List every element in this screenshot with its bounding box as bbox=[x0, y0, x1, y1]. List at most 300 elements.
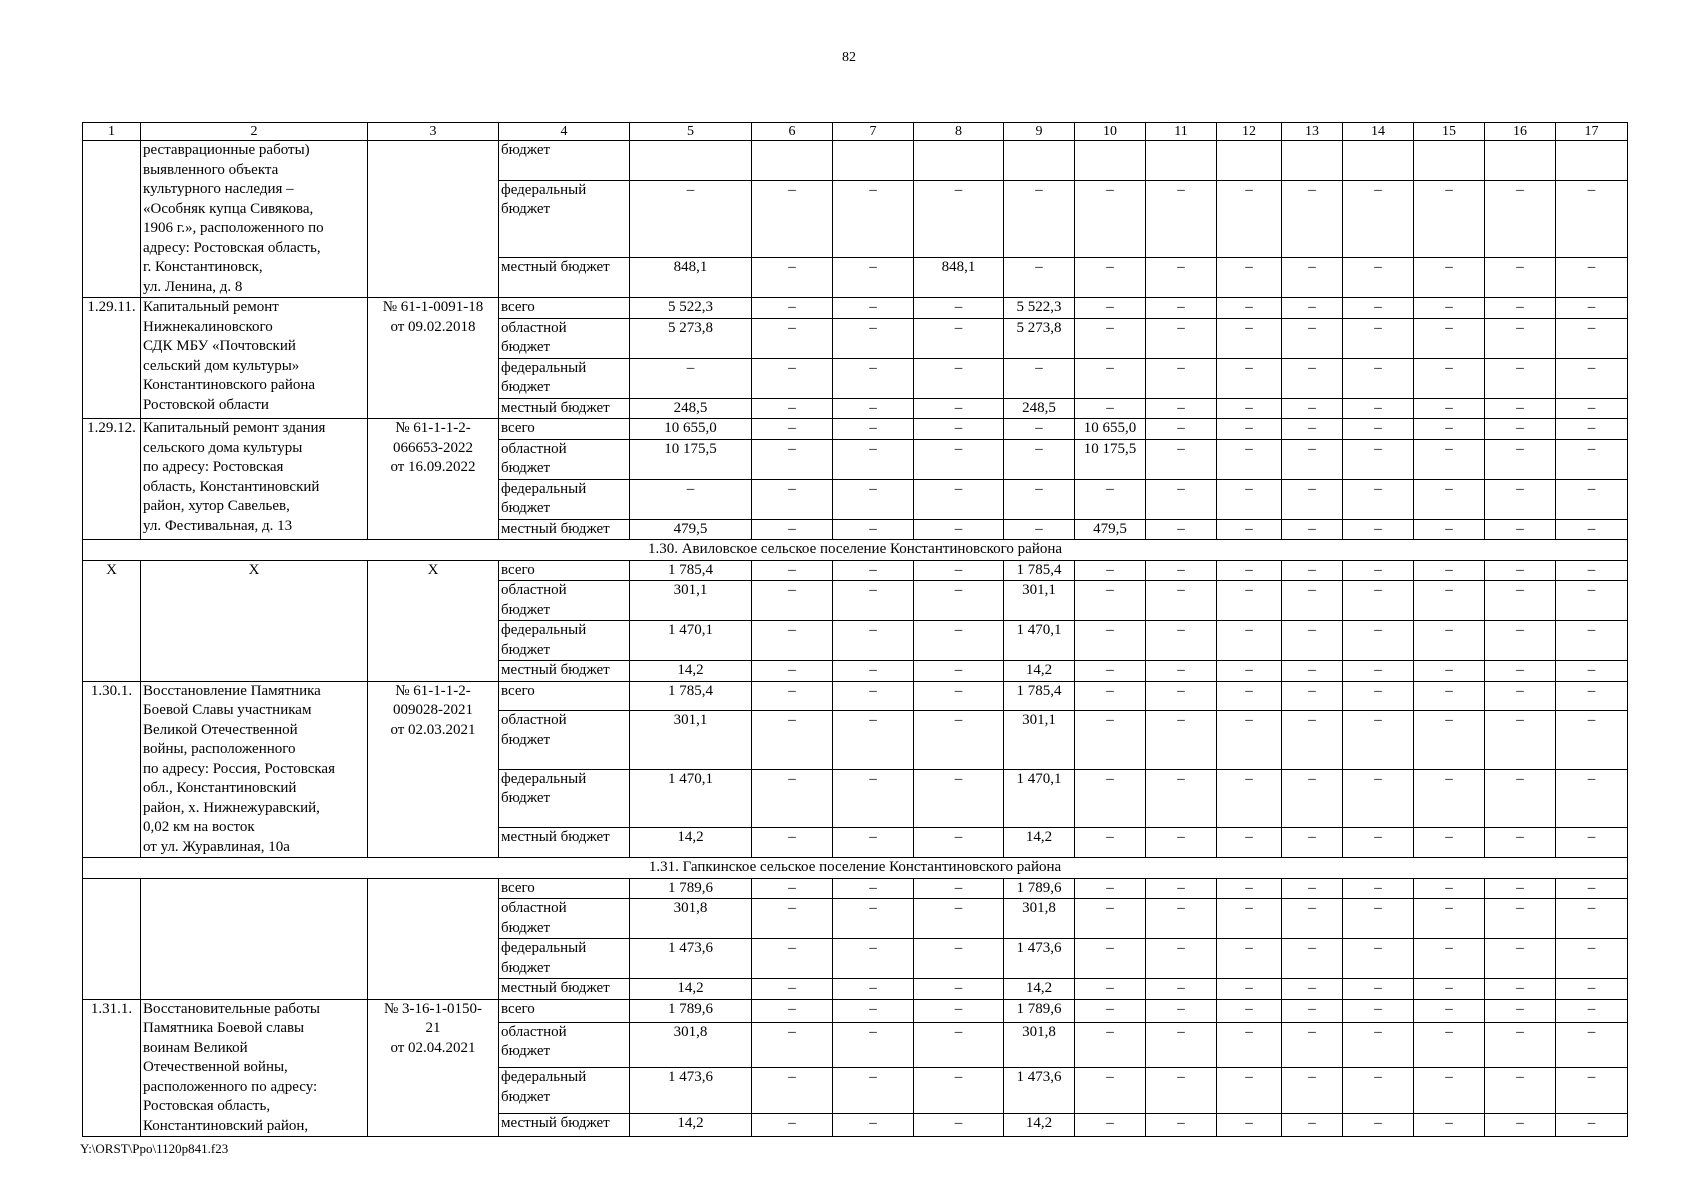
value-cell: – bbox=[1146, 358, 1217, 398]
funding-source: местный бюджет bbox=[499, 258, 630, 298]
value-cell: 1 473,6 bbox=[630, 939, 752, 979]
value-cell: – bbox=[1485, 621, 1556, 661]
value-cell: 5 273,8 bbox=[1004, 318, 1075, 358]
funding-source: всего bbox=[499, 681, 630, 711]
value-cell: – bbox=[1282, 769, 1343, 827]
value-cell: – bbox=[1217, 1068, 1282, 1113]
value-cell: – bbox=[1075, 479, 1146, 519]
value-cell: – bbox=[833, 560, 914, 581]
value-cell: – bbox=[1282, 711, 1343, 769]
funding-source: всего bbox=[499, 878, 630, 899]
column-number-cell: 8 bbox=[914, 123, 1004, 141]
value-cell: – bbox=[1485, 899, 1556, 939]
funding-source: федеральный бюджет bbox=[499, 479, 630, 519]
value-cell: – bbox=[1556, 769, 1628, 827]
value-cell: – bbox=[1075, 711, 1146, 769]
column-number-cell: 2 bbox=[141, 123, 368, 141]
value-cell: 1 785,4 bbox=[1004, 560, 1075, 581]
value-cell: – bbox=[752, 479, 833, 519]
value-cell: – bbox=[752, 581, 833, 621]
value-cell: 10 655,0 bbox=[630, 419, 752, 440]
value-cell: – bbox=[1414, 419, 1485, 440]
value-cell: – bbox=[1146, 621, 1217, 661]
value-cell: – bbox=[1075, 621, 1146, 661]
value-cell: – bbox=[914, 661, 1004, 682]
value-cell: 301,8 bbox=[630, 899, 752, 939]
value-cell: – bbox=[1414, 318, 1485, 358]
value-cell: – bbox=[1343, 560, 1414, 581]
value-cell: – bbox=[833, 479, 914, 519]
value-cell: – bbox=[1556, 258, 1628, 298]
value-cell: – bbox=[1217, 581, 1282, 621]
value-cell: – bbox=[1485, 519, 1556, 540]
value-cell: 301,8 bbox=[1004, 1022, 1075, 1067]
value-cell: – bbox=[1556, 560, 1628, 581]
value-cell: – bbox=[1075, 318, 1146, 358]
value-cell: – bbox=[1485, 661, 1556, 682]
item-number bbox=[83, 141, 141, 298]
column-number-cell: 11 bbox=[1146, 123, 1217, 141]
value-cell: – bbox=[1282, 899, 1343, 939]
value-cell: – bbox=[1556, 681, 1628, 711]
value-cell: – bbox=[1414, 1068, 1485, 1113]
value-cell: – bbox=[1282, 358, 1343, 398]
value-cell: – bbox=[1217, 439, 1282, 479]
value-cell: – bbox=[1343, 878, 1414, 899]
item-name bbox=[141, 878, 368, 999]
column-number-cell: 12 bbox=[1217, 123, 1282, 141]
value-cell: – bbox=[1282, 939, 1343, 979]
document-reference: № 61-1-1-2- 009028-2021 от 02.03.2021 bbox=[368, 681, 499, 858]
value-cell: – bbox=[1282, 581, 1343, 621]
value-cell: – bbox=[1146, 479, 1217, 519]
value-cell: – bbox=[1343, 519, 1414, 540]
value-cell: – bbox=[1343, 180, 1414, 258]
section-header-row bbox=[83, 540, 1628, 561]
value-cell: – bbox=[1282, 828, 1343, 858]
section-title: 1.30. Авиловское сельское поселение Константиновского района bbox=[83, 540, 1628, 561]
value-cell bbox=[1556, 141, 1628, 181]
value-cell: – bbox=[1217, 560, 1282, 581]
value-cell: – bbox=[914, 318, 1004, 358]
value-cell: – bbox=[752, 180, 833, 258]
value-cell: 848,1 bbox=[914, 258, 1004, 298]
value-cell: – bbox=[1485, 1022, 1556, 1067]
value-cell: – bbox=[1282, 681, 1343, 711]
table-row bbox=[83, 298, 1628, 319]
document-reference: № 3-16-1-0150- 21 от 02.04.2021 bbox=[368, 999, 499, 1137]
value-cell: – bbox=[1414, 581, 1485, 621]
value-cell: – bbox=[1485, 258, 1556, 298]
value-cell: – bbox=[1343, 1113, 1414, 1136]
value-cell: – bbox=[833, 681, 914, 711]
value-cell: – bbox=[1075, 939, 1146, 979]
value-cell: – bbox=[1217, 711, 1282, 769]
item-number: Х bbox=[83, 560, 141, 681]
value-cell: – bbox=[1146, 999, 1217, 1022]
value-cell: – bbox=[1485, 828, 1556, 858]
funding-source: областной бюджет bbox=[499, 711, 630, 769]
value-cell: – bbox=[833, 1022, 914, 1067]
value-cell: – bbox=[1075, 828, 1146, 858]
value-cell: – bbox=[914, 828, 1004, 858]
value-cell: – bbox=[833, 878, 914, 899]
value-cell: – bbox=[1556, 1022, 1628, 1067]
value-cell: 301,1 bbox=[1004, 581, 1075, 621]
value-cell: – bbox=[1004, 419, 1075, 440]
value-cell: 14,2 bbox=[630, 828, 752, 858]
value-cell: 14,2 bbox=[630, 661, 752, 682]
value-cell: – bbox=[914, 979, 1004, 1000]
value-cell: – bbox=[1556, 1068, 1628, 1113]
value-cell: – bbox=[1485, 1068, 1556, 1113]
value-cell: – bbox=[1556, 439, 1628, 479]
value-cell: 14,2 bbox=[1004, 661, 1075, 682]
value-cell: 1 789,6 bbox=[1004, 999, 1075, 1022]
value-cell: – bbox=[914, 621, 1004, 661]
value-cell: – bbox=[1343, 899, 1414, 939]
value-cell: – bbox=[1282, 180, 1343, 258]
value-cell: – bbox=[1343, 318, 1414, 358]
value-cell: – bbox=[1343, 258, 1414, 298]
value-cell: – bbox=[1343, 581, 1414, 621]
item-name: Капитальный ремонт Нижнекалиновского СДК МБУ «Почтовский сельский дом культуры» Константиновского района Ростовской области bbox=[141, 298, 368, 419]
file-path-footer: Y:\ORST\Ppo\1120p841.f23 bbox=[80, 1141, 229, 1156]
item-number: 1.30.1. bbox=[83, 681, 141, 858]
value-cell: – bbox=[1217, 939, 1282, 979]
funding-source: местный бюджет bbox=[499, 661, 630, 682]
funding-source: местный бюджет bbox=[499, 519, 630, 540]
value-cell: – bbox=[1414, 398, 1485, 419]
table-row bbox=[83, 560, 1628, 581]
value-cell: – bbox=[1075, 180, 1146, 258]
value-cell: – bbox=[630, 358, 752, 398]
value-cell: – bbox=[1217, 519, 1282, 540]
value-cell: – bbox=[752, 298, 833, 319]
value-cell: – bbox=[1343, 419, 1414, 440]
value-cell: – bbox=[1217, 828, 1282, 858]
value-cell: – bbox=[1146, 581, 1217, 621]
value-cell: 1 470,1 bbox=[1004, 621, 1075, 661]
value-cell: – bbox=[752, 1022, 833, 1067]
value-cell: – bbox=[752, 621, 833, 661]
value-cell: – bbox=[914, 939, 1004, 979]
value-cell: – bbox=[1556, 298, 1628, 319]
value-cell: – bbox=[1282, 479, 1343, 519]
value-cell: – bbox=[1146, 769, 1217, 827]
value-cell: – bbox=[1217, 419, 1282, 440]
value-cell: – bbox=[1485, 398, 1556, 419]
value-cell: – bbox=[1282, 1022, 1343, 1067]
value-cell: – bbox=[1485, 419, 1556, 440]
value-cell: – bbox=[1146, 419, 1217, 440]
value-cell: – bbox=[1146, 398, 1217, 419]
value-cell: 248,5 bbox=[1004, 398, 1075, 419]
value-cell: – bbox=[1146, 298, 1217, 319]
column-number-cell: 13 bbox=[1282, 123, 1343, 141]
value-cell: – bbox=[914, 769, 1004, 827]
value-cell: – bbox=[833, 979, 914, 1000]
value-cell: – bbox=[1146, 878, 1217, 899]
value-cell: – bbox=[1556, 878, 1628, 899]
value-cell: – bbox=[752, 878, 833, 899]
value-cell: – bbox=[752, 419, 833, 440]
column-number-cell: 6 bbox=[752, 123, 833, 141]
funding-source: областной бюджет bbox=[499, 899, 630, 939]
value-cell: – bbox=[1146, 258, 1217, 298]
value-cell: 5 522,3 bbox=[630, 298, 752, 319]
value-cell: – bbox=[833, 769, 914, 827]
value-cell bbox=[1004, 141, 1075, 181]
value-cell: – bbox=[1414, 661, 1485, 682]
value-cell: – bbox=[833, 180, 914, 258]
value-cell: – bbox=[1282, 318, 1343, 358]
value-cell: – bbox=[630, 180, 752, 258]
value-cell: – bbox=[914, 358, 1004, 398]
value-cell bbox=[1485, 141, 1556, 181]
value-cell: – bbox=[1075, 878, 1146, 899]
value-cell bbox=[752, 141, 833, 181]
value-cell: – bbox=[1282, 999, 1343, 1022]
value-cell: – bbox=[1217, 769, 1282, 827]
value-cell: – bbox=[1075, 661, 1146, 682]
value-cell: – bbox=[752, 899, 833, 939]
value-cell: – bbox=[1282, 258, 1343, 298]
value-cell: – bbox=[1075, 899, 1146, 939]
value-cell: – bbox=[1343, 661, 1414, 682]
value-cell: – bbox=[1217, 398, 1282, 419]
value-cell: – bbox=[630, 479, 752, 519]
document-reference bbox=[368, 141, 499, 298]
value-cell: – bbox=[1075, 681, 1146, 711]
value-cell: – bbox=[1414, 621, 1485, 661]
value-cell: – bbox=[833, 358, 914, 398]
value-cell: – bbox=[1217, 358, 1282, 398]
value-cell: – bbox=[1282, 1113, 1343, 1136]
value-cell: – bbox=[1343, 398, 1414, 419]
value-cell: – bbox=[752, 398, 833, 419]
value-cell: – bbox=[1282, 298, 1343, 319]
value-cell: – bbox=[752, 439, 833, 479]
value-cell bbox=[1146, 141, 1217, 181]
value-cell: 10 175,5 bbox=[630, 439, 752, 479]
value-cell: – bbox=[1485, 560, 1556, 581]
value-cell: 14,2 bbox=[1004, 828, 1075, 858]
value-cell: – bbox=[833, 1113, 914, 1136]
funding-source: федеральный бюджет bbox=[499, 621, 630, 661]
value-cell: – bbox=[914, 419, 1004, 440]
funding-source: местный бюджет bbox=[499, 828, 630, 858]
value-cell: – bbox=[1556, 999, 1628, 1022]
column-number-cell: 7 bbox=[833, 123, 914, 141]
table-row bbox=[83, 419, 1628, 440]
value-cell: – bbox=[1217, 878, 1282, 899]
funding-source: областной бюджет bbox=[499, 1022, 630, 1067]
value-cell: – bbox=[1146, 180, 1217, 258]
value-cell: – bbox=[914, 878, 1004, 899]
value-cell: – bbox=[1485, 939, 1556, 979]
value-cell: 1 785,4 bbox=[1004, 681, 1075, 711]
value-cell: – bbox=[1414, 979, 1485, 1000]
value-cell: – bbox=[833, 939, 914, 979]
item-number: 1.29.11. bbox=[83, 298, 141, 419]
value-cell: – bbox=[1004, 258, 1075, 298]
document-reference: № 61-1-0091-18 от 09.02.2018 bbox=[368, 298, 499, 419]
value-cell: – bbox=[1075, 581, 1146, 621]
value-cell: – bbox=[1217, 318, 1282, 358]
value-cell: 14,2 bbox=[1004, 979, 1075, 1000]
funding-source: местный бюджет bbox=[499, 1113, 630, 1136]
value-cell: – bbox=[1414, 358, 1485, 398]
value-cell bbox=[630, 141, 752, 181]
funding-source: всего bbox=[499, 999, 630, 1022]
funding-source: федеральный бюджет bbox=[499, 939, 630, 979]
value-cell: – bbox=[752, 358, 833, 398]
value-cell: – bbox=[1217, 979, 1282, 1000]
value-cell: – bbox=[1485, 999, 1556, 1022]
value-cell: – bbox=[1282, 878, 1343, 899]
value-cell: – bbox=[1343, 828, 1414, 858]
value-cell: – bbox=[1146, 318, 1217, 358]
funding-source: бюджет bbox=[499, 141, 630, 181]
value-cell: 5 522,3 bbox=[1004, 298, 1075, 319]
value-cell: – bbox=[1414, 1022, 1485, 1067]
value-cell: – bbox=[1414, 298, 1485, 319]
value-cell: – bbox=[1282, 419, 1343, 440]
value-cell: – bbox=[1217, 999, 1282, 1022]
item-name: реставрационные работы) выявленного объекта культурного наследия – «Особняк купца Сивякова, 1906 г.», расположенного по адресу: Ростовская область, г. Константиновск, ул. Ленина, д. 8 bbox=[141, 141, 368, 298]
value-cell: – bbox=[1343, 939, 1414, 979]
funding-source: областной бюджет bbox=[499, 318, 630, 358]
funding-source: федеральный бюджет bbox=[499, 358, 630, 398]
value-cell: – bbox=[914, 711, 1004, 769]
value-cell: – bbox=[1282, 560, 1343, 581]
value-cell: 301,1 bbox=[630, 711, 752, 769]
value-cell: – bbox=[1004, 479, 1075, 519]
value-cell: – bbox=[1146, 439, 1217, 479]
value-cell: – bbox=[1556, 398, 1628, 419]
value-cell: – bbox=[1414, 258, 1485, 298]
value-cell: – bbox=[1146, 939, 1217, 979]
value-cell: – bbox=[833, 828, 914, 858]
item-number bbox=[83, 878, 141, 999]
column-number-cell: 10 bbox=[1075, 123, 1146, 141]
value-cell: 1 473,6 bbox=[1004, 939, 1075, 979]
value-cell: 301,8 bbox=[1004, 899, 1075, 939]
value-cell: – bbox=[914, 1068, 1004, 1113]
table-body bbox=[83, 123, 1628, 1137]
value-cell: – bbox=[752, 318, 833, 358]
value-cell: – bbox=[1556, 979, 1628, 1000]
value-cell: – bbox=[914, 560, 1004, 581]
value-cell: – bbox=[1556, 581, 1628, 621]
funding-source: местный бюджет bbox=[499, 398, 630, 419]
value-cell: – bbox=[752, 979, 833, 1000]
value-cell: – bbox=[1556, 899, 1628, 939]
funding-source: областной бюджет bbox=[499, 581, 630, 621]
value-cell: – bbox=[1485, 581, 1556, 621]
value-cell: – bbox=[914, 519, 1004, 540]
value-cell: – bbox=[1146, 828, 1217, 858]
value-cell: – bbox=[1343, 999, 1414, 1022]
value-cell: – bbox=[1146, 899, 1217, 939]
value-cell: 479,5 bbox=[1075, 519, 1146, 540]
value-cell: – bbox=[1343, 681, 1414, 711]
column-number-cell: 4 bbox=[499, 123, 630, 141]
column-number-cell: 3 bbox=[368, 123, 499, 141]
value-cell: – bbox=[1146, 560, 1217, 581]
value-cell: – bbox=[1075, 1068, 1146, 1113]
value-cell: – bbox=[1414, 180, 1485, 258]
item-name: Х bbox=[141, 560, 368, 681]
funding-source: федеральный бюджет bbox=[499, 180, 630, 258]
value-cell: – bbox=[1414, 560, 1485, 581]
value-cell: – bbox=[1343, 439, 1414, 479]
value-cell: 479,5 bbox=[630, 519, 752, 540]
value-cell: – bbox=[833, 581, 914, 621]
value-cell: – bbox=[1414, 711, 1485, 769]
budget-table bbox=[82, 122, 1628, 1137]
value-cell: – bbox=[1485, 681, 1556, 711]
value-cell: – bbox=[1075, 298, 1146, 319]
value-cell: – bbox=[1146, 519, 1217, 540]
value-cell: – bbox=[914, 581, 1004, 621]
page-number: 82 bbox=[842, 50, 856, 65]
value-cell: – bbox=[1075, 1113, 1146, 1136]
value-cell: 301,1 bbox=[630, 581, 752, 621]
value-cell: – bbox=[1343, 479, 1414, 519]
value-cell: – bbox=[1556, 1113, 1628, 1136]
value-cell: 14,2 bbox=[630, 979, 752, 1000]
value-cell: – bbox=[1556, 711, 1628, 769]
value-cell: – bbox=[914, 1113, 1004, 1136]
value-cell: – bbox=[1075, 1022, 1146, 1067]
value-cell: – bbox=[914, 180, 1004, 258]
value-cell: – bbox=[1414, 939, 1485, 979]
value-cell: – bbox=[752, 828, 833, 858]
value-cell bbox=[833, 141, 914, 181]
value-cell: – bbox=[1485, 358, 1556, 398]
value-cell: 1 473,6 bbox=[630, 1068, 752, 1113]
value-cell: 10 175,5 bbox=[1075, 439, 1146, 479]
value-cell bbox=[914, 141, 1004, 181]
value-cell: – bbox=[1556, 661, 1628, 682]
value-cell: – bbox=[1282, 519, 1343, 540]
value-cell: – bbox=[1146, 661, 1217, 682]
value-cell: – bbox=[1217, 681, 1282, 711]
value-cell: – bbox=[1414, 519, 1485, 540]
value-cell: – bbox=[1414, 439, 1485, 479]
value-cell: 1 789,6 bbox=[1004, 878, 1075, 899]
value-cell: – bbox=[1075, 769, 1146, 827]
value-cell: – bbox=[914, 899, 1004, 939]
value-cell: – bbox=[1217, 258, 1282, 298]
value-cell: – bbox=[1556, 419, 1628, 440]
value-cell: – bbox=[1004, 519, 1075, 540]
column-number-cell: 17 bbox=[1556, 123, 1628, 141]
value-cell: – bbox=[1556, 318, 1628, 358]
value-cell: 10 655,0 bbox=[1075, 419, 1146, 440]
value-cell: – bbox=[1075, 560, 1146, 581]
value-cell: 1 785,4 bbox=[630, 681, 752, 711]
value-cell: – bbox=[833, 621, 914, 661]
funding-source: областной бюджет bbox=[499, 439, 630, 479]
value-cell: – bbox=[1414, 1113, 1485, 1136]
value-cell: – bbox=[1556, 519, 1628, 540]
item-number: 1.31.1. bbox=[83, 999, 141, 1137]
value-cell: – bbox=[1556, 180, 1628, 258]
document-reference: № 61-1-1-2- 066653-2022 от 16.09.2022 bbox=[368, 419, 499, 540]
